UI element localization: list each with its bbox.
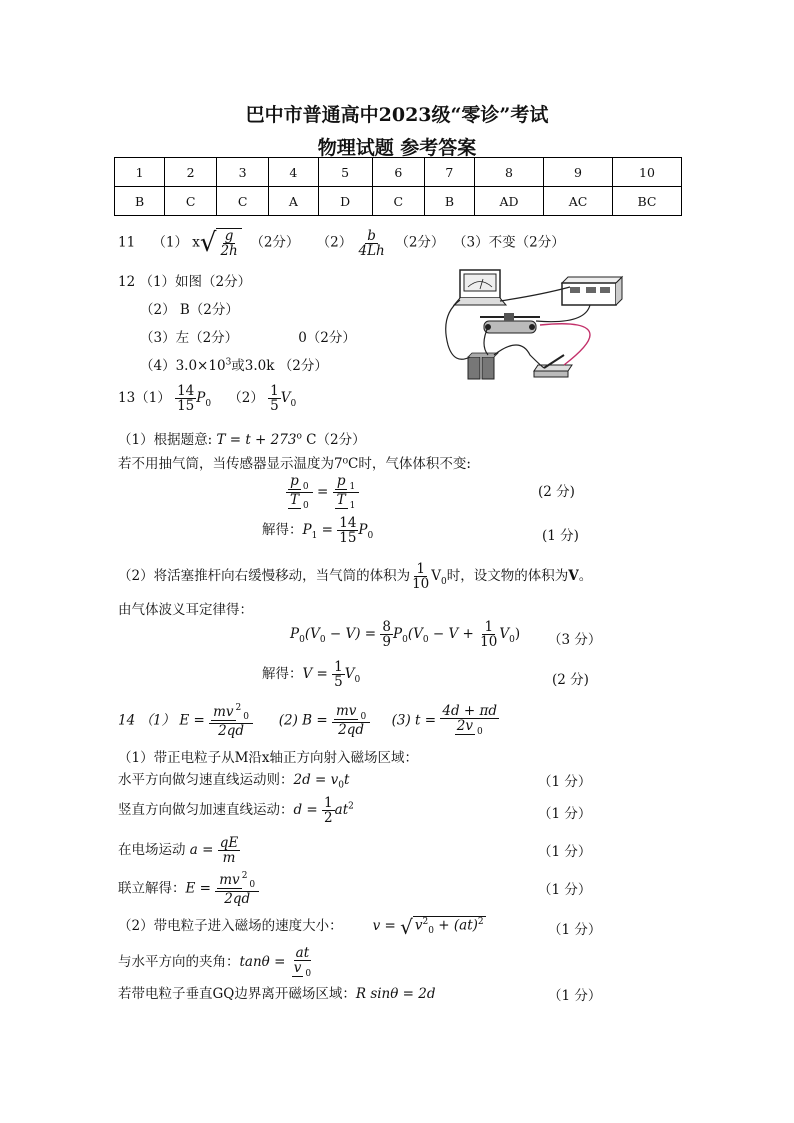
q14-l7eq: tanθ = xyxy=(239,954,290,971)
q14-l4: 在电场运动 xyxy=(118,842,186,859)
q12-exp: 3 xyxy=(225,357,232,368)
q13-e4n: 1 xyxy=(334,659,343,675)
q12-line3 xyxy=(140,326,356,346)
q13-e3i: ) xyxy=(514,626,521,643)
num-cell: 6 xyxy=(372,158,424,187)
q11-points2: （2分） xyxy=(395,234,445,251)
q14-l2sub: 0 xyxy=(338,780,344,791)
q11-line xyxy=(118,228,565,258)
q14-line5 xyxy=(118,872,259,906)
q14-l7n: at xyxy=(295,945,310,961)
q13-l3d: 10 xyxy=(412,576,430,593)
q13-s1b: 1 xyxy=(349,500,356,511)
q14-l5eq: E = xyxy=(185,880,216,897)
q13-e3n2: 1 xyxy=(484,619,494,635)
q14-l8: 若带电粒子垂直GQ边界离开磁场区域： xyxy=(118,986,356,1002)
num-cell: 2 xyxy=(165,158,217,187)
q13-e3d2: 10 xyxy=(480,634,498,651)
q14-line4 xyxy=(118,836,240,865)
q14-l3sup: 2 xyxy=(348,801,354,812)
q13-e4frac xyxy=(332,660,345,689)
q13-eq1-lhs xyxy=(286,474,313,511)
q13-deg: o xyxy=(296,431,302,442)
q14-l5sup: 2 xyxy=(241,871,248,881)
q13-P: P xyxy=(302,522,312,539)
q13-f2n: 1 xyxy=(270,383,279,399)
q14-h3d: 2v xyxy=(456,718,473,735)
table-row-numbers xyxy=(115,158,682,187)
q13-part1: 13（1） xyxy=(118,390,171,407)
q11-part1: （1） xyxy=(152,234,188,251)
q13-v: V xyxy=(280,390,291,407)
answer-cell: B xyxy=(424,187,474,216)
q11-part2: （2） xyxy=(316,234,353,251)
q14-line2 xyxy=(118,768,349,791)
answer-cell: BC xyxy=(613,187,682,216)
q14-h1d: 2qd xyxy=(218,722,244,739)
q13-l3end: 。 xyxy=(578,568,593,585)
q13-e3f: (V xyxy=(407,626,423,643)
q14-frac2 xyxy=(332,704,370,737)
q13-s1: 1 xyxy=(349,481,356,492)
q14-l5d: 2qd xyxy=(224,890,251,907)
q13-eq1-points: (2 分) xyxy=(538,484,575,500)
num-cell: 7 xyxy=(424,158,474,187)
q14-l8eq: R sinθ = 2d xyxy=(355,986,436,1002)
q13-P0sub: 0 xyxy=(367,530,374,541)
q13-frac2 xyxy=(268,384,281,413)
q13-t0: T xyxy=(290,492,300,509)
q14-l3: 竖直方向做匀加速直线运动： xyxy=(118,802,294,819)
exam-title: 巴中市普通高中2023级“零诊”考试 xyxy=(245,104,549,126)
q13-e3d: 9 xyxy=(382,634,391,651)
answer-cell: AC xyxy=(544,187,613,216)
q14-l3d: 2 xyxy=(324,810,333,827)
q14-l6sup2: 2 xyxy=(477,917,484,928)
q13-l3V: V xyxy=(568,568,579,585)
q13-e3a: P xyxy=(290,626,300,643)
q14-frac3 xyxy=(440,704,499,737)
num-cell: 3 xyxy=(217,158,269,187)
q13-line3 xyxy=(118,562,592,591)
q14-h2n: mv xyxy=(336,703,357,720)
q14-l3n: 1 xyxy=(324,795,333,811)
q14-l5n: mv xyxy=(219,871,240,888)
q14-h2d: 2qd xyxy=(338,722,365,739)
q12-line3a: （3）左（2分） xyxy=(140,330,239,346)
answer-cell: A xyxy=(269,187,318,216)
q14-line3 xyxy=(118,796,354,825)
q13-l3frac xyxy=(410,562,431,591)
q12-line4a: （4）3.0×10 xyxy=(140,358,226,374)
q14-line7 xyxy=(118,946,315,979)
q13-eq4-points: (2 分) xyxy=(552,672,589,688)
q11-den2: 4Lh xyxy=(358,242,385,259)
q13-e4a: V = xyxy=(302,666,333,683)
q13-l1b: C（2分） xyxy=(301,432,366,448)
q13-l1a: （1）根据题意: xyxy=(118,432,217,448)
q14-l4n: qE xyxy=(219,835,239,851)
q11-g: g xyxy=(224,228,234,244)
q14-l5frac xyxy=(215,872,259,906)
q12-line4 xyxy=(140,354,328,374)
q13-e3c: − V) = xyxy=(325,626,381,643)
q14-l3frac xyxy=(322,796,335,825)
q13-eq2-frac xyxy=(337,516,358,545)
answer-cell: C xyxy=(372,187,424,216)
q14-l4frac xyxy=(218,836,241,865)
q14-l5: 联立解得： xyxy=(118,880,186,897)
num-cell: 1 xyxy=(115,158,165,187)
q14-l5sub: 0 xyxy=(249,880,256,891)
q14-l2: 水平方向做匀速直线运动则： xyxy=(118,772,294,788)
q14-l6-points: （1 分） xyxy=(548,922,602,938)
q14-l4-points: （1 分） xyxy=(538,844,592,860)
q13-part2: （2） xyxy=(228,390,264,407)
num-cell: 8 xyxy=(475,158,544,187)
q11-frac2 xyxy=(357,229,387,258)
q14-h3sub: 0 xyxy=(476,727,483,738)
q13-eq4 xyxy=(262,660,360,689)
q13-e3n: 8 xyxy=(382,619,391,635)
q13-e3b: (V xyxy=(304,626,320,643)
q11-b: b xyxy=(367,227,376,244)
num-cell: 5 xyxy=(318,158,372,187)
q12-line1: 12 （1）如图（2分） xyxy=(118,274,252,290)
q12-line3b: 0（2分） xyxy=(298,330,356,346)
q13-sub2: 0 xyxy=(290,398,297,409)
q14-frac1 xyxy=(209,704,253,738)
q13-eq1: $\frac{p _0}{T _0}$ = $\frac{p _1}{T _1}$ xyxy=(286,474,359,511)
q13-eq3-points: （3 分） xyxy=(548,632,602,648)
q13-P1sub: 1 xyxy=(311,530,318,541)
q12-line4b: 或3.0k （2分） xyxy=(231,358,328,374)
q13-p0: p xyxy=(290,473,299,489)
q13-line1 xyxy=(118,428,366,448)
q13-l3a: （2）将活塞推杆向右缓慢移动，当气筒的体积为 xyxy=(118,568,411,585)
q13-s0: 0 xyxy=(302,481,309,492)
q11-sqrt: √ $\frac{g}{2h}$ xyxy=(200,228,242,258)
q14-l2eq: 2d = v xyxy=(293,772,339,788)
q11-number: 11 xyxy=(118,234,136,251)
q13-e4d: 5 xyxy=(334,674,343,691)
q14-l3b: at xyxy=(334,802,349,819)
q13-e3g: − V + xyxy=(428,626,479,643)
q13-eq2: 解得：$P_1$ = $\frac{14}{15}$ $P_0$ xyxy=(262,515,374,547)
q13-l3n: 1 xyxy=(416,561,425,577)
q14-l2-points: （1 分） xyxy=(538,774,592,790)
q13-head xyxy=(118,384,296,413)
q13-line2: 若不用抽气筒，当传感器显示温度为7⁰C时，气体体积不变: xyxy=(118,456,471,472)
q14-head xyxy=(118,704,499,738)
q13-t1: T xyxy=(336,492,346,509)
q13-f1n: 14 xyxy=(177,383,195,399)
q11-x: x xyxy=(192,234,200,251)
q13-eq1-rhs xyxy=(333,474,360,511)
q14-l6r2: + (at) xyxy=(433,917,478,934)
q13-solve: 解得： xyxy=(262,522,303,539)
q14-l3-points: （1 分） xyxy=(538,806,592,822)
q13-e3s1: 0 xyxy=(299,634,305,645)
q13-sub: 0 xyxy=(205,398,212,409)
q14-h2sub: 0 xyxy=(360,711,367,722)
q14-l6sub: 0 xyxy=(428,926,434,937)
circuit-diagram xyxy=(440,265,625,390)
q13-frac1 xyxy=(175,384,196,413)
q13-e4b: V xyxy=(344,666,355,683)
q14-l2t: t xyxy=(344,772,350,788)
q13-solve2: 解得： xyxy=(262,666,303,683)
q13-e4s: 0 xyxy=(354,674,361,685)
answer-cell: D xyxy=(318,187,372,216)
answer-cell: C xyxy=(165,187,217,216)
q14-h1sub: 0 xyxy=(243,712,250,723)
q13-e3frac2 xyxy=(478,620,499,649)
q11-den1: 2h xyxy=(220,243,238,260)
q13-p: P xyxy=(196,390,206,407)
q13-P0: P xyxy=(358,522,368,539)
num-cell: 4 xyxy=(269,158,318,187)
q14-l7sub: 0 xyxy=(305,968,312,979)
q14-line8 xyxy=(118,982,436,1002)
q12-line2: （2） B（2分） xyxy=(140,302,239,318)
q14-h1n: mv xyxy=(213,703,234,720)
num-cell: 10 xyxy=(613,158,682,187)
q13-p1: p xyxy=(336,473,346,489)
answer-table xyxy=(114,157,682,216)
q13-e3s4: 0 xyxy=(422,634,429,645)
q13-f1d: 15 xyxy=(177,398,195,415)
q14-l4d: m xyxy=(222,850,236,867)
q13-e3s3: 0 xyxy=(402,634,408,645)
q14-l8-points: （1 分） xyxy=(548,988,602,1004)
q14-part2: (2) B = xyxy=(278,712,328,729)
q13-line4: 由气体波义耳定律得： xyxy=(118,602,253,618)
answer-cell: C xyxy=(217,187,269,216)
q13-e2n: 14 xyxy=(339,515,357,531)
q14-l3eq: d = xyxy=(293,802,323,819)
q11-part3: （3）不变（2分） xyxy=(453,234,565,251)
q14-line1: （1）带正电粒子从M沿x轴正方向射入磁场区域： xyxy=(118,750,419,766)
q13-eq3 xyxy=(290,620,520,649)
num-cell: 9 xyxy=(544,158,613,187)
q14-l6r: v xyxy=(414,917,423,934)
q11-points1: （2分） xyxy=(250,234,300,251)
q13-e3s2: 0 xyxy=(319,634,326,645)
q14-l4eq: a = xyxy=(189,842,218,859)
q14-l7d: v xyxy=(293,960,302,977)
answer-cell: AD xyxy=(475,187,544,216)
q14-part3: (3) t = xyxy=(391,712,437,729)
q13-l3c: 时，设文物的体积为 xyxy=(446,568,569,585)
table-row-answers xyxy=(115,187,682,216)
q13-e3s5: 0 xyxy=(509,634,515,645)
q13-f2d: 5 xyxy=(270,398,279,415)
q13-e3e: P xyxy=(393,626,403,643)
q14-h3n: 4d + πd xyxy=(442,703,498,720)
q14-line6 xyxy=(118,914,486,937)
q14-l7frac xyxy=(290,946,315,979)
q14-l6sqrt: √ $v^2_0 + (at)^2$ xyxy=(400,914,484,939)
answer-subtitle: 物理试题 参考答案 xyxy=(317,137,477,159)
q14-l6: （2）带电粒子进入磁场的速度大小： xyxy=(118,918,343,934)
q13-s0b: 0 xyxy=(303,500,309,511)
answer-cell: B xyxy=(115,187,165,216)
q13-eq2-points: (1 分) xyxy=(542,528,579,544)
q14-h1sup: 2 xyxy=(235,703,242,713)
q14-l7: 与水平方向的夹角： xyxy=(118,954,240,971)
q14-l6sup: 2 xyxy=(422,917,429,928)
q14-part1: 14 （1） E = xyxy=(118,712,205,729)
q13-l3sub: 0 xyxy=(441,576,447,587)
q13-l1eq: T = t + 273 xyxy=(216,432,297,448)
q13-e3h: V xyxy=(499,626,510,643)
q14-l5-points: （1 分） xyxy=(538,882,592,898)
q13-e2d: 15 xyxy=(339,530,357,547)
q13-l3V0: V xyxy=(431,568,442,585)
q14-l6eq: v = xyxy=(372,918,401,934)
q13-e3frac xyxy=(380,620,393,649)
